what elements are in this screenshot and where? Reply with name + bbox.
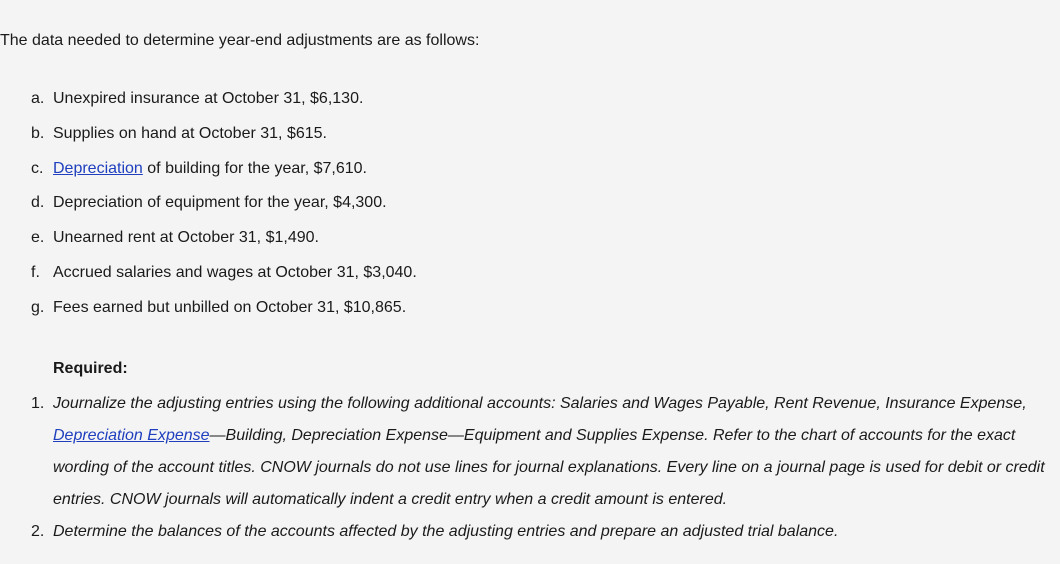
item-marker: d. (31, 194, 45, 212)
item-marker: f. (31, 263, 40, 281)
required-heading: Required: (53, 360, 128, 377)
requirement-text-continued: —Building, Depreciation Expense—Equipment and Supplies Expense. Refer to the chart of accounts for the exact wording of the account titles. CNOW journals do not use lines for journal explanations. Every line on a journal page is used for debit or credit entries. CNOW journals will automatically indent a credit entry when a credit amount is entered. (53, 427, 1045, 508)
list-item (31, 263, 417, 298)
item-text: Accrued salaries and wages at October 31, $3,040. (53, 263, 417, 281)
requirement-item (31, 388, 1056, 516)
list-item (31, 228, 417, 263)
item-marker: a. (31, 90, 45, 107)
item-text: Depreciation of equipment for the year, $4,300. (53, 194, 387, 212)
depreciation-glossary-link[interactable]: Depreciation (53, 159, 143, 177)
item-marker: b. (31, 124, 45, 142)
requirement-number: 1. (31, 395, 45, 412)
requirement-number: 2. (31, 523, 45, 540)
list-item (31, 193, 417, 228)
requirement-text: Determine the balances of the accounts affected by the adjusting entries and prepare an adjusted trial balance. (53, 523, 839, 540)
item-text: Unexpired insurance at October 31, $6,130. (53, 90, 364, 107)
item-text: of building for the year, $7,610. (142, 159, 367, 177)
item-marker: e. (31, 229, 45, 247)
requirements-list (31, 388, 1056, 548)
list-item (31, 124, 417, 159)
intro-text: The data needed to determine year-end adjustments are as follows: (0, 32, 480, 49)
requirement-text: Journalize the adjusting entries using the following additional accounts: Salaries and Wages Payable, Rent Revenue, Insurance Expense, (53, 395, 1027, 412)
item-text: Supplies on hand at October 31, $615. (53, 124, 327, 142)
item-marker: c. (31, 159, 44, 177)
requirement-item (31, 516, 1056, 548)
list-item (31, 298, 417, 333)
item-text: Fees earned but unbilled on October 31, $10,865. (53, 298, 407, 316)
list-item (31, 159, 417, 194)
depreciation-expense-glossary-link[interactable]: Depreciation Expense (53, 427, 210, 444)
list-item (31, 89, 417, 124)
item-text: Unearned rent at October 31, $1,490. (53, 229, 319, 247)
adjustment-data-list (31, 89, 417, 333)
item-marker: g. (31, 298, 45, 316)
